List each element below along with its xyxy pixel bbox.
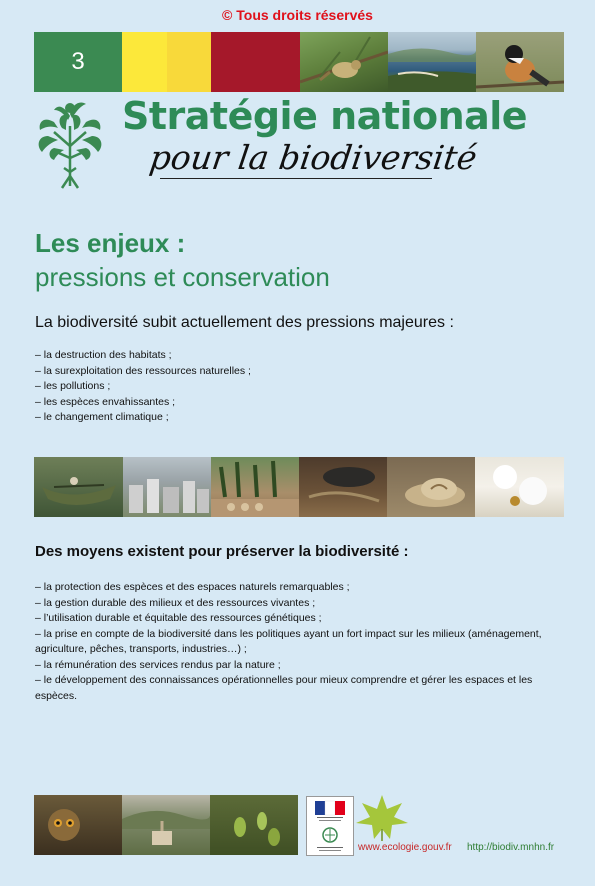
subtitle-script: pour la biodiversité bbox=[147, 138, 480, 177]
tree-logo-icon bbox=[34, 96, 106, 192]
list-item: – la rémunération des services rendus par la nature ; bbox=[35, 658, 281, 671]
list-item: – la prise en compte de la biodiversité dans les politiques ayant un fort impact sur les milieux (aménagement, agriculture, pêches, transports, industries…) ; bbox=[35, 627, 542, 655]
village-valley-photo bbox=[122, 795, 210, 855]
logging-timber-photo bbox=[211, 457, 299, 517]
enjeux-heading: Les enjeux : bbox=[35, 228, 186, 258]
white-flower-bee-photo bbox=[475, 457, 564, 517]
page-number: 3 bbox=[71, 48, 85, 75]
subtitle-underline bbox=[160, 178, 432, 179]
ecologie-link[interactable]: www.ecologie.gouv.fr bbox=[358, 842, 452, 853]
mnhn-link[interactable]: http://biodiv.mnhn.fr bbox=[467, 842, 555, 853]
red-color-block bbox=[211, 32, 300, 92]
lemur-photo bbox=[34, 795, 122, 855]
list-item: – le changement climatique ; bbox=[35, 411, 169, 423]
list-item: – la gestion durable des milieux et des ressources vivantes ; bbox=[35, 596, 316, 609]
fishing-boat-photo bbox=[34, 457, 123, 517]
pressions-list bbox=[35, 348, 251, 426]
pressions-photo-strip bbox=[34, 457, 564, 517]
coastline-photo bbox=[388, 32, 476, 92]
list-item: – les pollutions ; bbox=[35, 380, 111, 392]
sprouting-plants-photo bbox=[210, 795, 298, 855]
page-number-block bbox=[34, 32, 122, 92]
list-item: – l’utilisation durable et équitable des ressources génétiques ; bbox=[35, 612, 322, 624]
giant-snail-photo bbox=[387, 457, 475, 517]
yellow-color-block-2 bbox=[167, 32, 211, 92]
moyens-list bbox=[35, 580, 565, 704]
list-item: – la destruction des habitats ; bbox=[35, 349, 172, 361]
stonechat-bird-photo bbox=[476, 32, 564, 92]
list-item: – le développement des connaissances opérationnelles pour mieux comprendre et gérer les espaces et les espèces. bbox=[35, 674, 533, 702]
top-banner bbox=[34, 32, 564, 92]
bird-on-branch-photo bbox=[300, 32, 388, 92]
copyright-notice: © Tous droits réservés bbox=[222, 7, 373, 23]
moyens-heading: Des moyens existent pour préserver la biodiversité : bbox=[35, 543, 409, 560]
list-item: – la surexploitation des ressources naturelles ; bbox=[35, 364, 251, 377]
leaf-logo-icon bbox=[354, 793, 410, 843]
main-title: Stratégie nationale bbox=[122, 94, 528, 138]
footer-photo-strip bbox=[34, 795, 298, 855]
enjeux-subheading: pressions et conservation bbox=[35, 262, 330, 292]
polluted-water-photo bbox=[299, 457, 387, 517]
enjeux-intro: La biodiversité subit actuellement des pressions majeures : bbox=[35, 314, 454, 331]
government-logo bbox=[306, 796, 354, 856]
town-buildings-photo bbox=[123, 457, 211, 517]
list-item: – les espèces envahissantes ; bbox=[35, 395, 176, 408]
yellow-color-block bbox=[122, 32, 167, 92]
list-item: – la protection des espèces et des espaces naturels remarquables ; bbox=[35, 581, 350, 593]
